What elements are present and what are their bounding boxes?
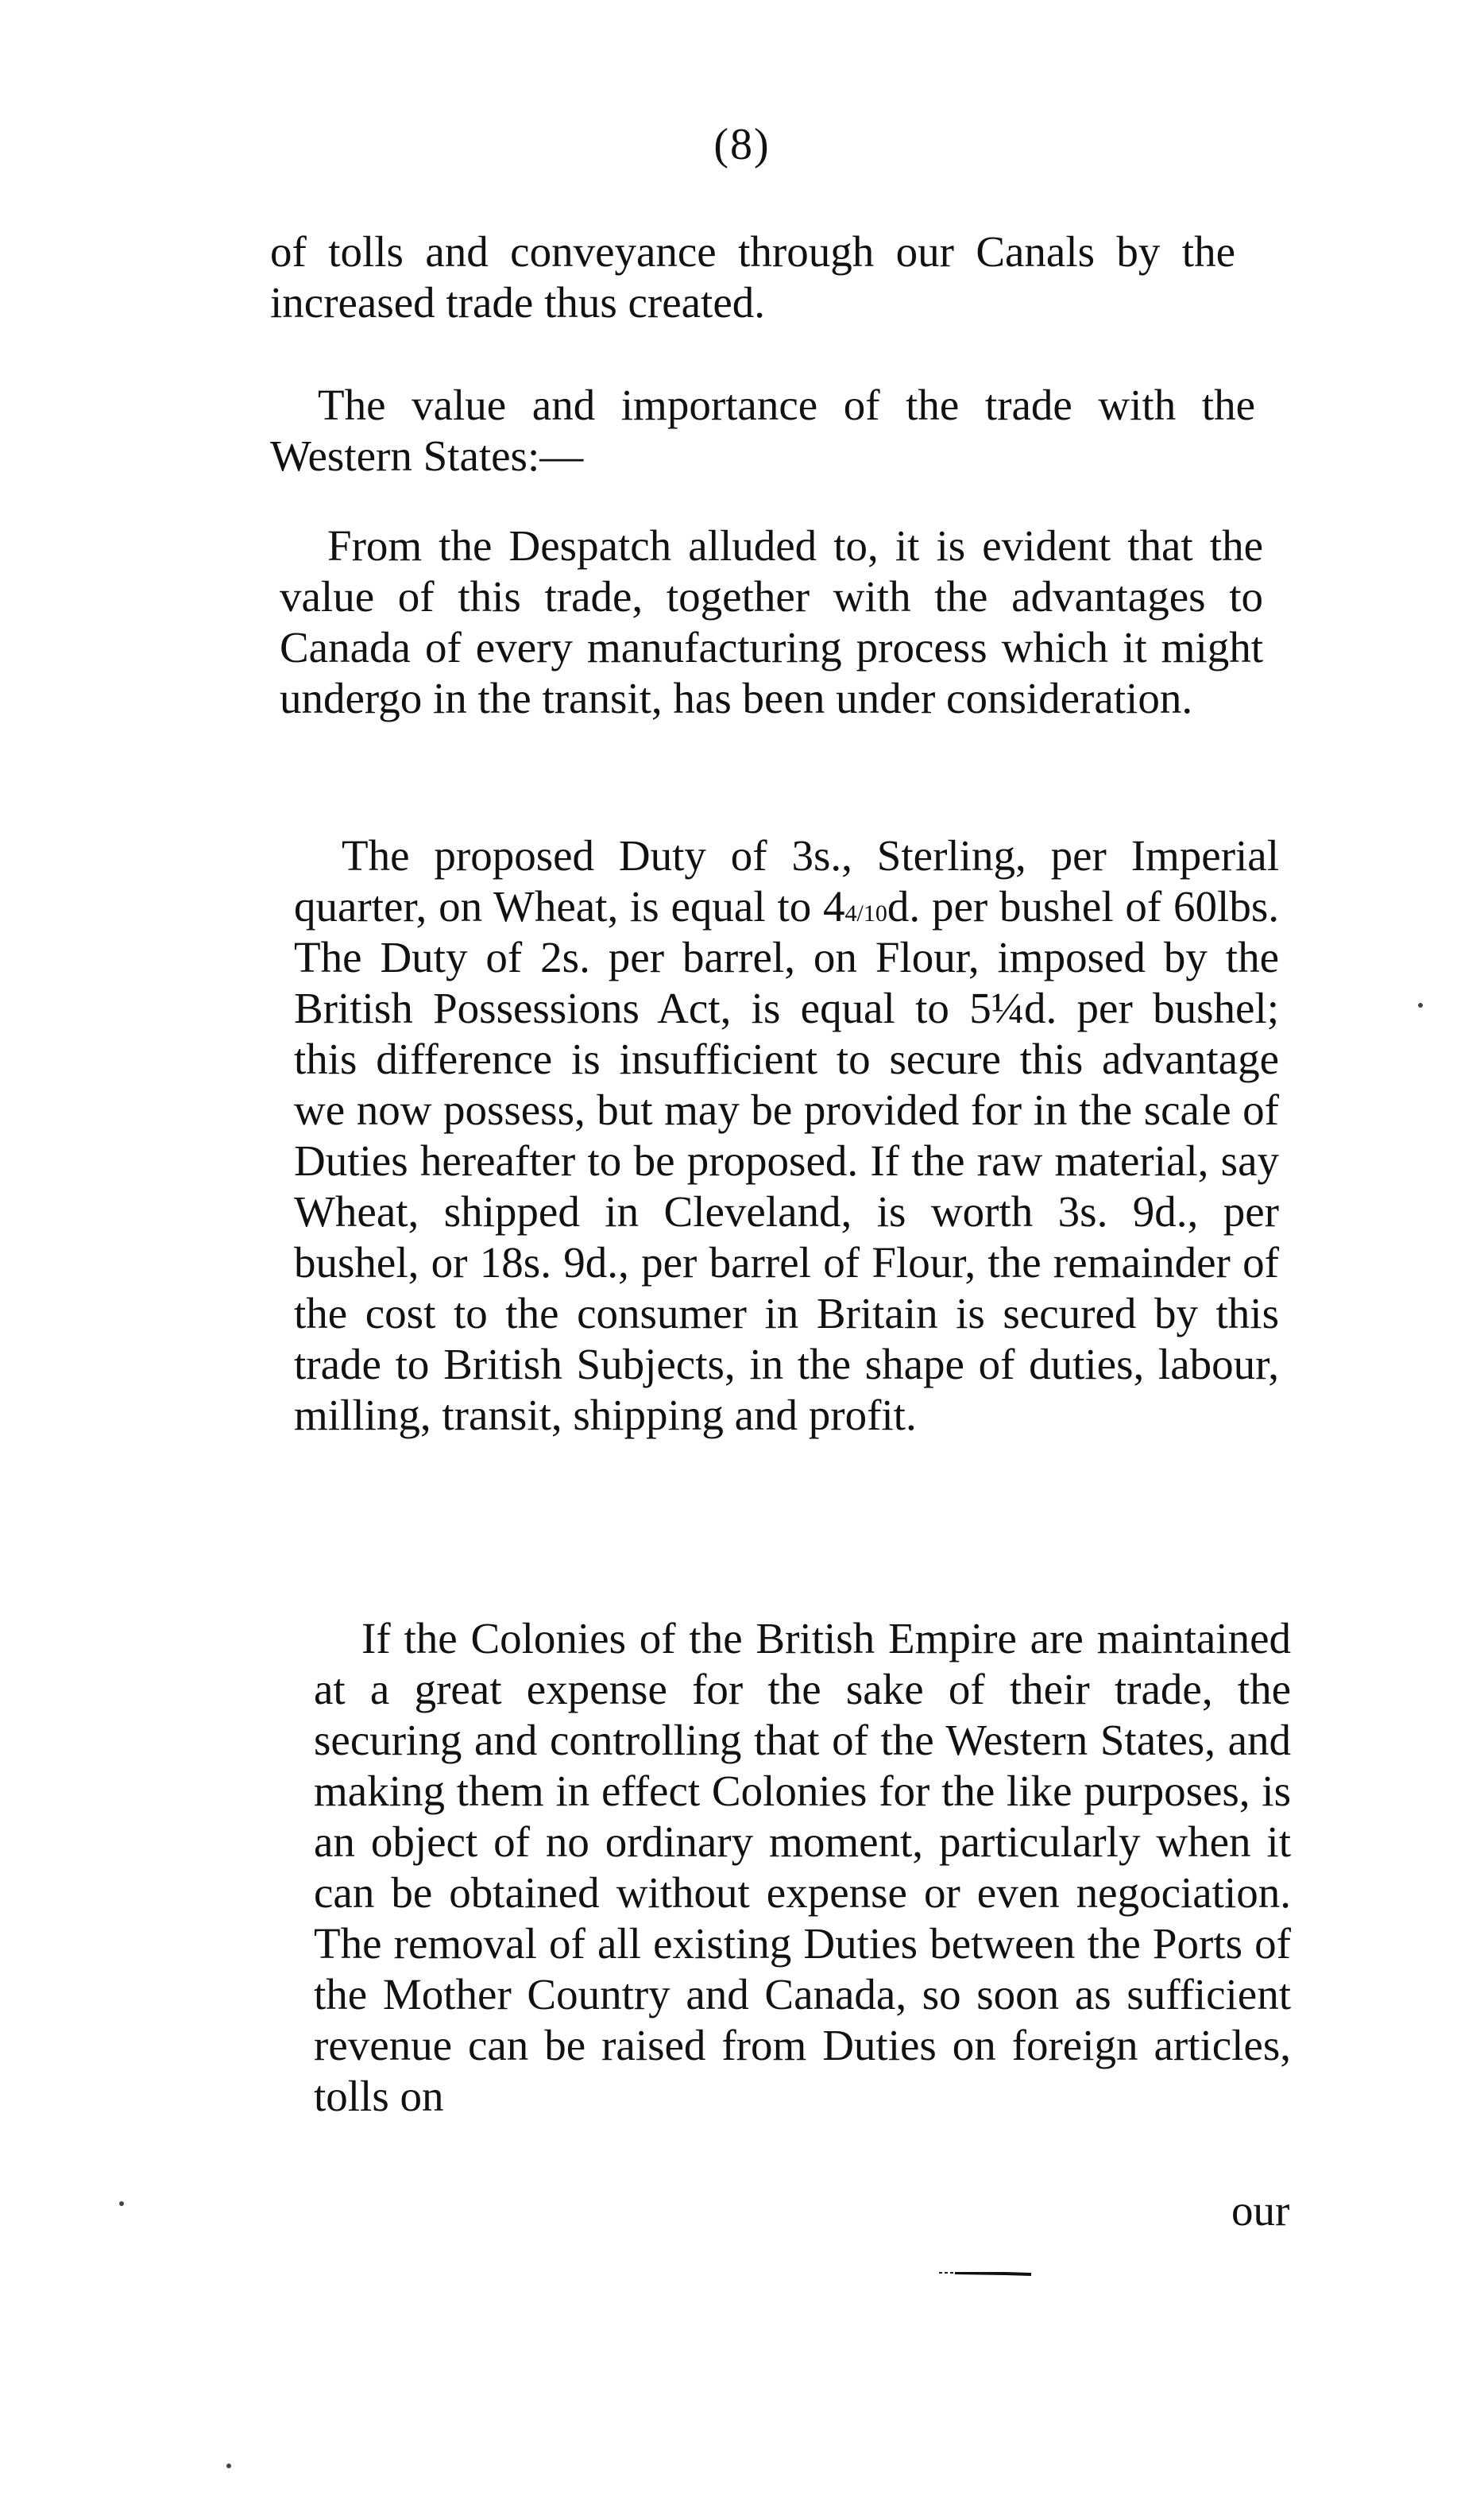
page-number: (8) xyxy=(713,120,771,169)
paragraph-text-after-fraction: d. per bushel of 60lbs. The Duty of 2s. per barrel, on Flour, imposed by the British Possessions Act, is equal to 5¼d. per bushel; this difference is insufficient to secure this advantage we now possess, but may be provided for in the scale of Duties hereafter to be proposed. If the raw material, say Wheat, shipped in Cleveland, is worth 3s. 9d., per bushel, or 18s. 9d., per barrel of Flour, the remainder of the cost to the consumer in Britain is secured by this trade to British Subjects, in the shape of duties, labour, milling, transit, shipping and profit. xyxy=(294,882,1279,1439)
paragraph-continuation xyxy=(270,226,1235,328)
paragraph-text: From the Despatch alluded to, it is evident that the value of this trade, together with the advantages to Canada of every manufacturing process which it might undergo in the transit, has been under consideration. xyxy=(280,521,1263,722)
speck-mark xyxy=(226,2463,231,2468)
paragraph-colonies xyxy=(314,1613,1291,2122)
paragraph-despatch xyxy=(280,521,1263,724)
paragraph-text xyxy=(294,830,1279,1441)
paragraph-western-states-heading xyxy=(270,380,1255,482)
speck-mark xyxy=(1418,1003,1423,1008)
paragraph-text: The value and importance of the trade with the Western States:— xyxy=(270,381,1255,480)
paragraph-text: If the Colonies of the British Empire are maintained at a great expense for the sake of their trade, the securing and controlling that of the Western States, and making them in effect Colonies for the like purposes, is an object of no ordinary moment, particularly when it can be obtained without expense or even negociation. The removal of all existing Duties between the Ports of the Mother Country and Canada, so soon as sufficient revenue can be raised from Duties on foreign articles, tolls on xyxy=(314,1614,1291,2120)
paragraph-text-before-fraction: The proposed Duty of 3s., Sterling, per Imperial quarter, on Wheat, is equal to 4 xyxy=(294,831,1279,931)
paragraph-duty xyxy=(294,830,1279,1441)
fraction-four-tenths: 4/10 xyxy=(844,900,887,927)
ink-mark xyxy=(937,2268,1033,2279)
catchword: our xyxy=(1231,2186,1290,2235)
speck-mark xyxy=(119,2201,124,2206)
paragraph-text: of tolls and conveyance through our Canals by the increased trade thus created. xyxy=(270,227,1235,327)
